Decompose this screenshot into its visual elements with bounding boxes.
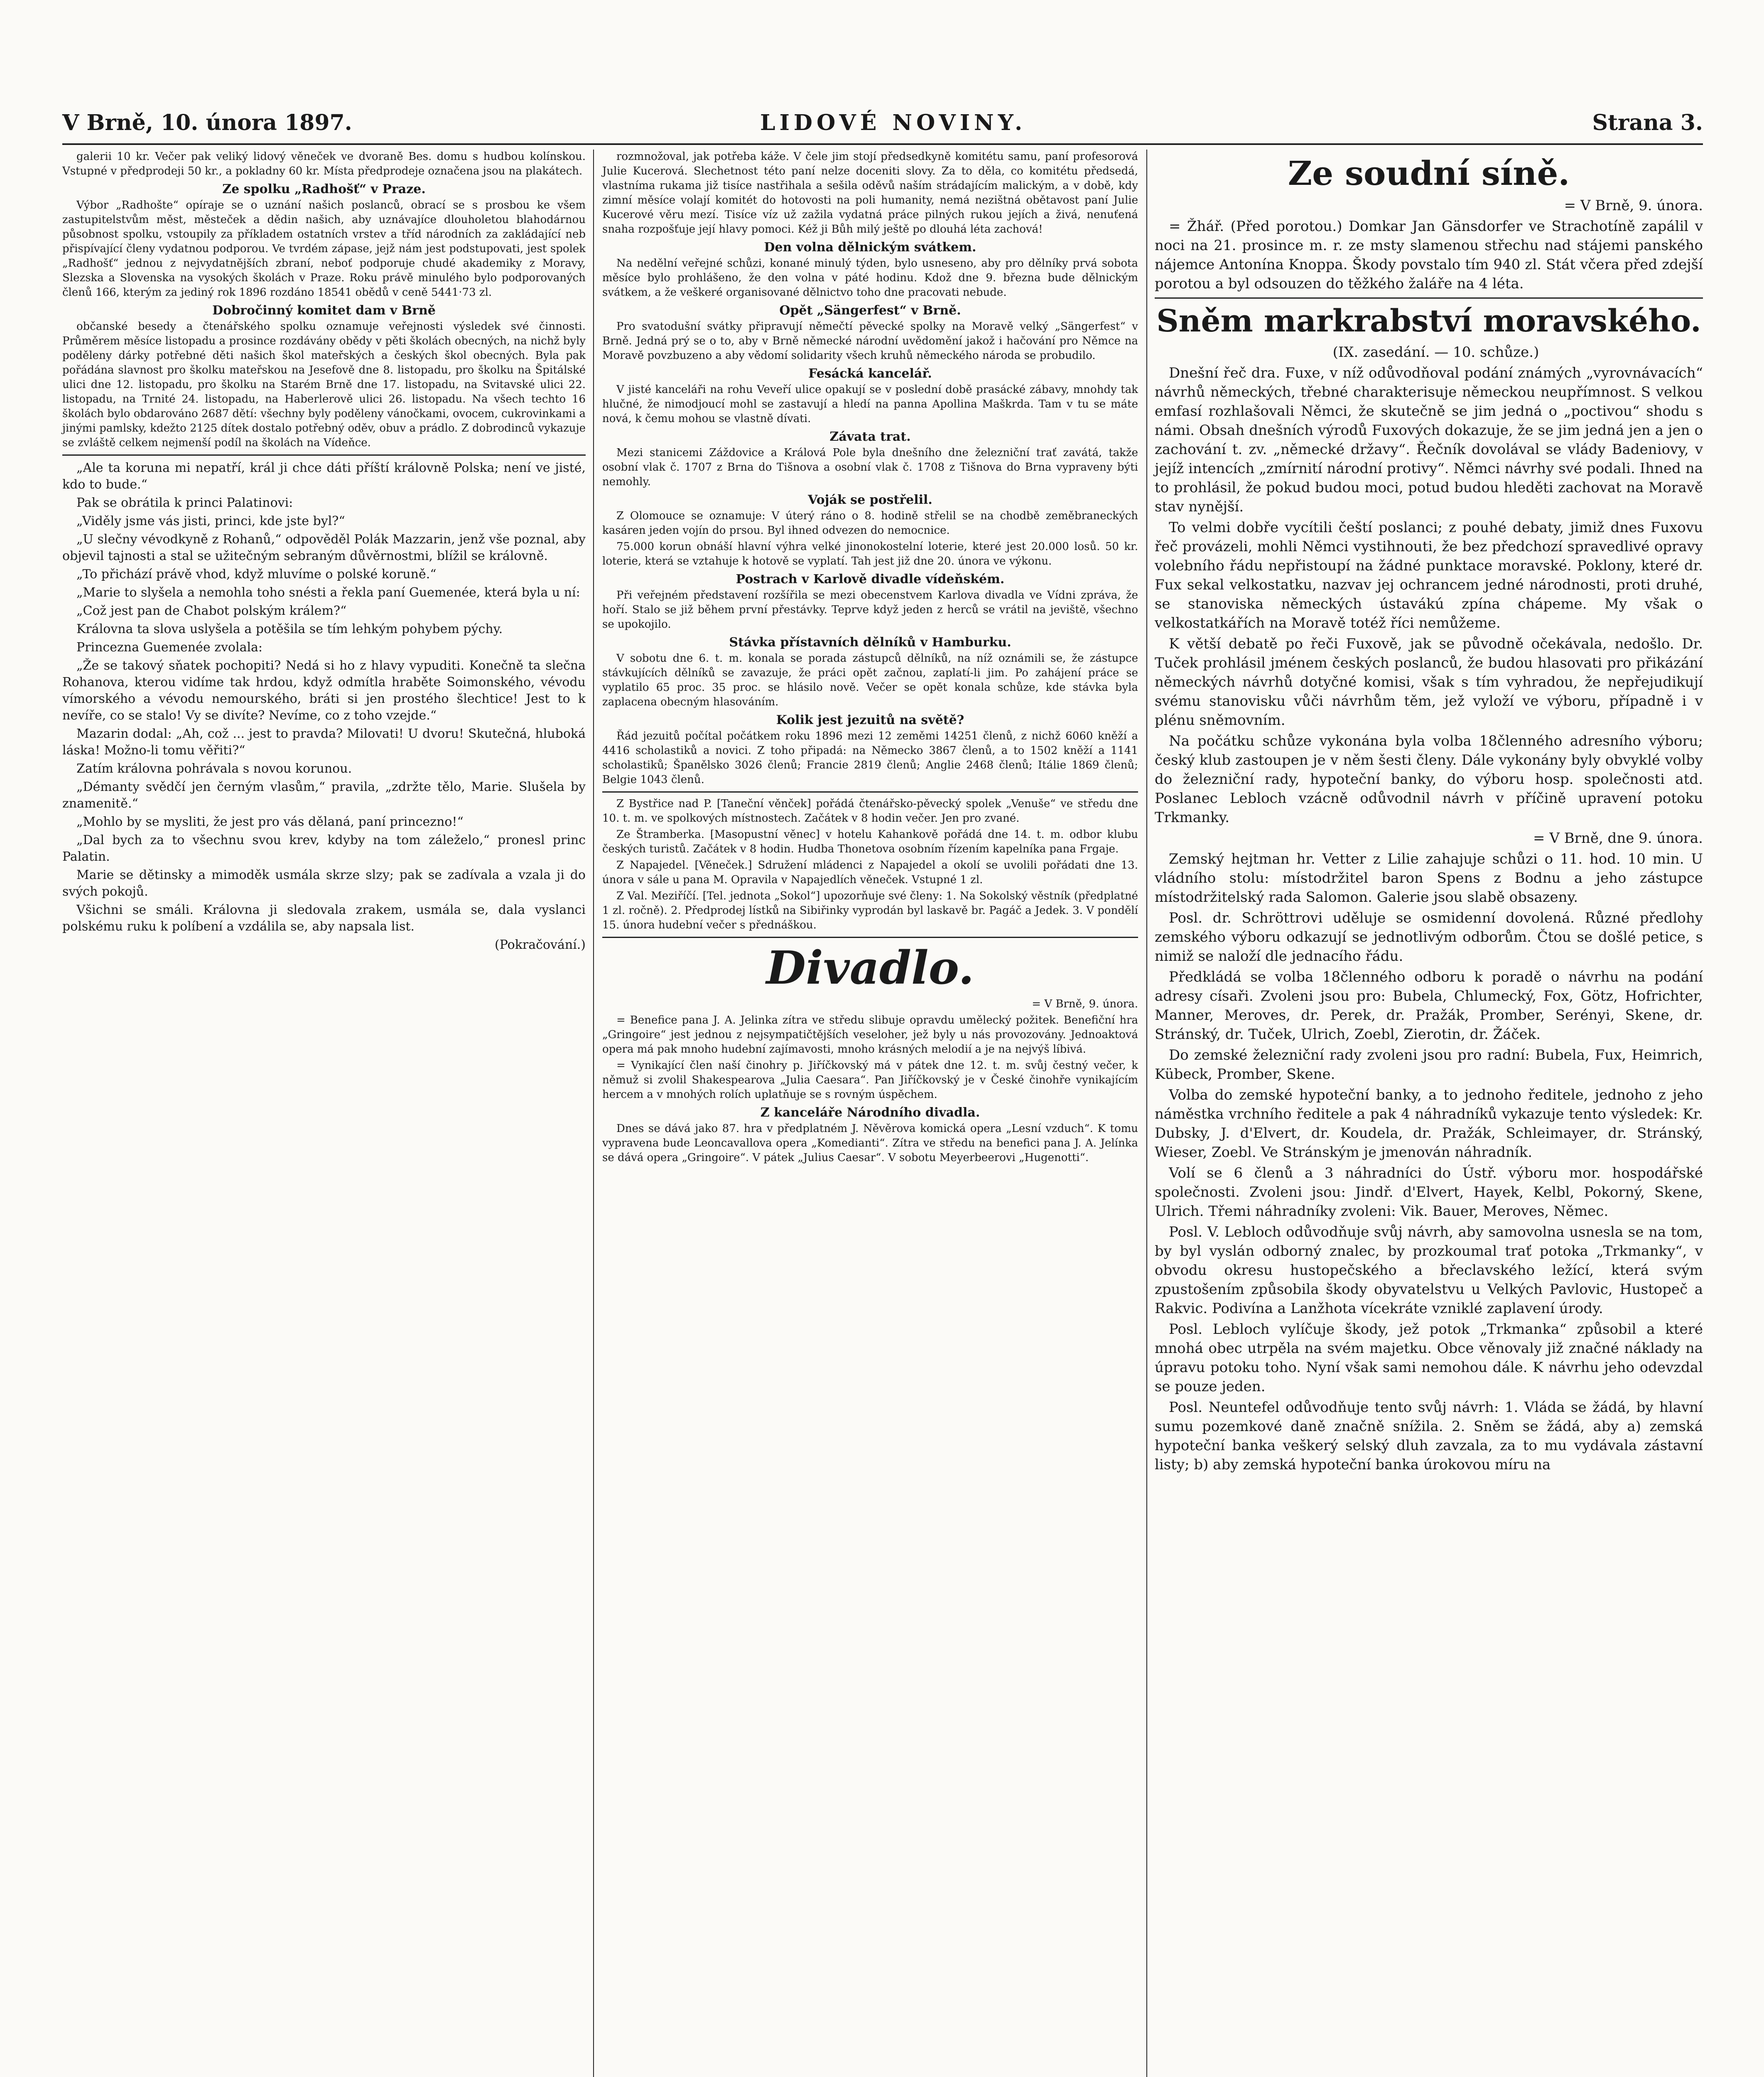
article-title: Dobročinný komitet dam v Brně bbox=[212, 303, 436, 318]
article-body: rozmnožoval, jak potřeba káže. V čele jim stojí předsedkyně komitétu samu, paní profesorová Julie Kucerová. Slechetnost této paní nelze doceniti slovy. Za to děla, co komitétu předsedá, vlastníma rukama již tisíce nastřihala a sešila oděvů naším strádajícím malickým, a v době, kdy zimní měsíce volají komitét do hotovosti na poli humanity, nemá nezištná obětavost paní Julie Kucerové věru mezí. Tisíce víz už zažila vydatná práce pilných rukou jejích a živá, nenuťená snaha rozpošťuje její hlavy pomoci. Kéž ji Bůh milý ještě po dlouhá léta zachová! bbox=[602, 150, 1138, 236]
article-body: Z Napajedel. [Věneček.] Sdružení mládenci z Napajedel a okolí se uvolili pořádati dne 13. února v sále u pana M. Opravila v Napajedlích věneček. Vstupné 1 zl. bbox=[602, 859, 1138, 886]
article-body: Na nedělní veřejné schůzi, konané minulý týden, bylo usneseno, aby pro dělníky prvá sobota měsíce bylo prohlášeno, že den volna v páté hodinu. Kdož dne 9. března bude dělnickým svátkem, a že veškeré organisované dělnictvo toho dne pracovati nebude. bbox=[602, 257, 1138, 299]
article-body: Pro svatodušní svátky připravují němečtí pěvecké spolky na Moravě velký „Sängerfest“ v Brně. Jedná prý se o to, aby v Brně německé národní uvědomění jakož i hačování pro Němce na Moravě povzbuzeno a aby vědomí solidarity všech kruhů německého národa se probudilo. bbox=[602, 320, 1138, 362]
feuilleton bbox=[62, 460, 586, 953]
feuilleton-continued: (Pokračování.) bbox=[495, 938, 586, 952]
article-body: Zemský hejtman hr. Vetter z Lilie zahajuje schůzi o 11. hod. 10 min. U vládního stolu: místodržitel baron Spens z Bodnu a jeho zástupce místodržitelský rada Salomon. Galerie jsou slabě obsazeny. bbox=[1155, 851, 1703, 906]
article-body: Předkládá se volba 18členného odboru k poradě o návrhu na podání adresy císaři. Zvoleni jsou pro: Bubela, Chlumecký, Fox, Götz, Hofrichter, Manner, Meroves, dr. Perek, dr. Pražák, Promber, Serényi, Skene, dr. Stránský, dr. Tuček, Ulrich, Zoebl, Zierotin, dr. Žáček. bbox=[1155, 969, 1703, 1043]
article-body: = Benefice pana J. A. Jelinka zítra ve středu slibuje opravdu umělecký požitek. Benefiční hra „Gringoire“ jest jednou z nejsympatičtějších veseloher, jež byly u nás provozovány. Jednoaktová opera má pak mnoho hudební zajímavosti, mnoho krásných melodií a je na nejvýš líbivá. bbox=[602, 1014, 1138, 1056]
article-body: V sobotu dne 6. t. m. konala se porada zástupců dělníků, na níž oznámili se, že zástupce stávkujících dělníků se zavazuje, že práci opět začnou, zaplatí-li jim. Po zahájení práce se vyplatilo 65 proc. 35 proc. se hlásilo nově. Večer se opět konala schůze, kde stávka byla zaplacena obecným hlasováním. bbox=[602, 652, 1138, 708]
article-title: Den volna dělnickým svátkem. bbox=[764, 240, 976, 255]
feuilleton-line: Královna ta slova uslyšela a potěšila se tím lehkým pohybem pýchy. bbox=[76, 622, 503, 636]
feuilleton-line: „U slečny vévodkyně z Rohanů,“ odpověděl Polák Mazzarin, jenž vše poznal, aby objevil tajnosti a stal se užitečným sebraným důvěrnostmi, blížil se královně. bbox=[62, 532, 586, 563]
article-title: Stávka přístavních dělníků v Hamburku. bbox=[729, 635, 1011, 650]
section-title-soudni: Ze soudní síně. bbox=[1288, 154, 1570, 193]
page-number: Strana 3. bbox=[1592, 110, 1703, 135]
article-body: Řád jezuitů počítal počátkem roku 1896 mezi 12 zeměmi 14251 členů, z nichž 6060 kněží a 4416 scholastiků a novici. Z toho připadá: na Německo 3867 členů, a to 1502 kněží a 1141 scholastiků; Španělsko 3026 členů; Francie 2819 členů; Anglie 2468 členů; Itálie 1869 členů; Belgie 1043 členů. bbox=[602, 730, 1138, 786]
header-date: V Brně, 10. února 1897. bbox=[62, 110, 352, 135]
section-divider bbox=[1155, 297, 1703, 299]
article-body: Mezi stanicemi Záždovice a Králová Pole byla dnešního dne železniční trať zavátá, takže osobní vlak č. 1707 z Brna do Tišnova a osobní vlak č. 1708 z Tišnova do Brna vypraveny býti nemohly. bbox=[602, 447, 1138, 488]
article-body: Posl. Lebloch vylíčuje škody, jež potok „Trkmanka“ způsobil a které mnohá obec utrpěla na svém majetku. Obce věnovaly již značné náklady na úpravu potoku toho. Nyní však sami nemohou dále. K návrhu jeho odevzdal se pouze jeden. bbox=[1155, 1321, 1703, 1395]
article-title: Ze spolku „Radhošť“ v Praze. bbox=[222, 182, 426, 196]
article-body: občanské besedy a čtenářského spolku oznamuje veřejnosti výsledek své činnosti. Průměrem měsíce listopadu a prosince rozdávány obědy v pěti školách obecných, na nichž byly poděleny dárky potřebné děti našich škol mateřských a českých škol obecných. Byla pak pořádána slavnost pro školku mateřskou na Jesefově dne 8. listopadu, pro školku na Špitálské ulici dne 12. listopadu, pro školku na Starém Brně dne 17. listopadu, na Svitavské ulici 22. listopadu, na Trnité 24. listopadu, na Haberlerově ulici 26. listopadu. Na všech techto 16 školách bylo obdarováno 2687 dětí: všechny byly poděleny vánočkami, ovocem, cukrovinkami a jinými pamlsky, kdežto 2125 dítek dostalo potřebný oděv, obuv a prádlo. Z dobrodinců vykazuje se zvláště celkem nejmenší podíl na školách na Vídeňce. bbox=[62, 320, 586, 449]
feuilleton-line: „Marie to slyšela a nemohla toho snésti a řekla paní Guemenée, která byla u ní: bbox=[76, 585, 580, 600]
article-body: Ze Štramberka. [Masopustní věnec] v hotelu Kahankově pořádá dne 14. t. m. odbor klubu českých turistů. Začátek v 8 hodin. Hudba Thonetova osobním řízením kapelníka pana Frgaje. bbox=[602, 828, 1138, 855]
article-body: Do zemské železniční rady zvoleni jsou pro radní: Bubela, Fux, Heimrich, Kübeck, Promber, Skene. bbox=[1155, 1047, 1703, 1083]
feuilleton-line: „Což jest pan de Chabot polským králem?“ bbox=[76, 604, 347, 618]
article-body: K větší debatě po řeči Fuxově, jak se původně očekávala, nedošlo. Dr. Tuček prohlásil jménem českých poslanců, že budou hlasovati pro přikázání německých návrhů dotyčné komisi, však s tím vyhradou, že nepřejudikují svému stanovisku vůči návrhům těm, jež vyloží ve výboru, případně i v plénu sněmovním. bbox=[1155, 636, 1703, 729]
feuilleton-line: Marie se dětinsky a mimoděk usmála skrze slzy; pak se zadívala a vzala ji do svých pokojů. bbox=[62, 868, 586, 899]
column-3 bbox=[1155, 150, 1703, 1476]
article-body: Posl. Neuntefel odůvodňuje tento svůj návrh: 1. Vláda se žádá, by hlavní sumu pozemkové daně značně snížila. 2. Sněm se žádá, aby a) zemská hypoteční banka veškerý selský dluh zavzala, za to mu vydávala zástavní listy; b) aby zemská hypoteční banka úrokovou míru na bbox=[1155, 1399, 1703, 1473]
feuilleton-line: Zatím královna pohrávala s novou korunou. bbox=[76, 761, 352, 776]
dateline: = V Brně, 9. února. bbox=[1032, 998, 1138, 1010]
dateline: = V Brně, dne 9. února. bbox=[1533, 830, 1703, 847]
feuilleton-line: „Že se takový sňatek pochopiti? Nedá si ho z hlavy vypuditi. Konečně ta slečna Rohanova, kterou vidíme tak hrdou, když odmítla hraběte Soimonského, vévodu vímorského a vévodu nemourského, bráti si jen prostého šlechtice! Jest to k nevíře, co se stalo! Vy se divíte? Nevíme, co z toho vzejde.“ bbox=[62, 658, 586, 723]
feuilleton-line: Všichni se smáli. Královna ji sledovala zrakem, usmála se, dala vyslanci polskému ruku k políbení a vzdálila se, aby napsala list. bbox=[62, 903, 586, 934]
dateline: = V Brně, 9. února. bbox=[1564, 197, 1703, 214]
page-header bbox=[62, 106, 1703, 143]
section-divider bbox=[602, 937, 1138, 938]
article-body: Posl. V. Lebloch odůvodňuje svůj návrh, aby samovolna usnesla se na tom, by byl vyslán odborný znalec, by prozkoumal trať potoka „Trkmanky“, v obvodu okresu hustopečského a břeclavského ležící, která svým zpustošením způsobila škody obyvatelstvu u Velkých Pavlovic, Hustopeč a Rakvic. Podivína a Lanžhota vícekráte vzniklé zaplavení úrody. bbox=[1155, 1224, 1703, 1317]
feuilleton-line: „Mohlo by se mysliti, že jest pro vás dělaná, paní princezno!“ bbox=[76, 815, 464, 829]
article-body: Dnes se dává jako 87. hra v předplatném J. Něvěrova komická opera „Lesní vzduch“. K tomu vypravena bude Leoncavallova opera „Komedianti“. Zítra ve středu na benefici pana J. A. Jelínka se dává opera „Gringoire“. V pátek „Julius Caesar“. V sobotu Meyerbeerovi „Hugenotti“. bbox=[602, 1122, 1138, 1164]
article-body: 75.000 korun obnáší hlavní výhra velké jinonokostelní loterie, které jest 20.000 losů. 50 kr. loterie, která se vztahuje k hotově se vyplatí. Tah jest již dne 20. února ve výkonu. bbox=[602, 540, 1138, 567]
column-divider-2 bbox=[1146, 150, 1147, 2077]
article-body: V jisté kanceláři na rohu Veveří ulice opakují se v poslední době prasácké zábavy, mnohdy tak hlučné, že nimodjoucí mohl se zastavují a hledí na panna Apollina Maškrda. Tam v tu se máte nová, k čemu mohou se vlastně dívati. bbox=[602, 383, 1138, 425]
article-title: Voják se postřelil. bbox=[808, 493, 932, 507]
section-title-snem: Sněm markrabství moravského. bbox=[1156, 303, 1701, 339]
article-title: Z kanceláře Národního divadla. bbox=[760, 1105, 980, 1120]
masthead-title: LIDOVÉ NOVINY. bbox=[760, 110, 1027, 135]
article-title: Kolik jest jezuitů na světě? bbox=[776, 713, 964, 727]
article-body: Z Bystřice nad P. [Taneční věnček] pořádá čtenářsko-pěvecký spolek „Venuše“ ve středu dne 10. t. m. ve spolkových místnostech. Začátek v 8 hodin večer. Jen pro zvané. bbox=[602, 798, 1138, 825]
column-divider-1 bbox=[593, 150, 594, 2077]
article-body: Z Olomouce se oznamuje: V úterý ráno o 8. hodině střelil se na chodbě zeměbraneckých kasáren jeden vojín do prsou. Byl ihned odvezen do nemocnice. bbox=[602, 510, 1138, 537]
feuilleton-line: „To přichází právě vhod, když mluvíme o polské koruně.“ bbox=[76, 567, 437, 582]
feuilleton-line: „Dal bych za to všechnu svou krev, kdyby na tom záleželo,“ pronesl princ Palatin. bbox=[62, 833, 586, 864]
feuilleton-line: „Démanty svědčí jen černým vlasům,“ pravila, „zdržte tělo, Marie. Slušela by znamenitě.“ bbox=[62, 780, 586, 811]
article-intro: galerii 10 kr. Večer pak veliký lidový věneček ve dvoraně Bes. domu s hudbou kolínskou. Vstupné v předprodeji 50 kr., a pokladny 60 kr. Místa předprodeje označena jsou na plakátech. bbox=[62, 150, 586, 177]
section-divider bbox=[602, 791, 1138, 793]
article-body: Volba do zemské hypoteční banky, a to jednoho ředitele, jednoho z jeho náměstka vrchního ředitele a pak 4 náhradníků vykazuje tento výsledek: Kr. Dubsky, J. d'Elvert, dr. Koudela, dr. Pražák, Schleimayer, dr. Stránský, Wieser, Zoebl. Ve Stránským je jmenován náhradník. bbox=[1155, 1087, 1703, 1161]
article-body: Výbor „Radhošte“ opíraje se o uznání našich poslanců, obrací se s prosbou ke všem zastupitelstvům měst, městeček a dědin našich, aby uznávajíce dlouholetou blahodárnou působnost spolku, vstoupily za příkladem ostatních vrstev a tříd národních za zakládající neb přispívající členy vydatnou podporou. Ve tvrdém zápase, jejž nám jest podstupovati, jest spolek „Radhošť“ jednou z nejvydatnějších zbraní, neboť podporuje chudé akademiky z Moravy, Slezska a Slovenska na vysokých školách v Praze. Roku právě minulého bylo podporovaných členů 166, kterým za jediný rok 1896 rozdáno 18541 obědů v ceně 5441·73 zl. bbox=[62, 199, 586, 299]
article-body: Volí se 6 členů a 3 náhradníci do Ústř. výboru mor. hospodářské společnosti. Zvoleni jsou: Jindř. d'Elvert, Hayek, Kelbl, Pokorný, Skene, Ulrich. Třemi náhradníky zvoleni: Vik. Bauer, Meroves, Němec. bbox=[1155, 1165, 1703, 1220]
session-subtitle: (IX. zasedání. — 10. schůze.) bbox=[1332, 344, 1539, 361]
section-title-divadlo: Divadlo. bbox=[766, 941, 974, 994]
section-divider bbox=[62, 454, 586, 456]
article-body: Na počátku schůze vykonána byla volba 18členného adresního výboru; český klub zastoupen je v něm šesti členy. Dále vykonány byly obvyklé volby do železniční rady, hypoteční banky, do výboru hosp. společnosti atd. Poslanec Lebloch vzácně odůvodnil návrh v příčině upravení potoku Trkmanky. bbox=[1155, 733, 1703, 826]
header-rule bbox=[62, 143, 1703, 145]
article-body: = Vynikající člen naší činohry p. Jiříčkovský má v pátek dne 12. t. m. svůj čestný večer, k němuž si zvolil Shakespearova „Julia Caesara“. Pan Jiříčkovský je v České činohře vynikajícím hercem a v mnohých rolích uplatňuje se s rovným úspěchem. bbox=[602, 1059, 1138, 1101]
article-body: To velmi dobře vycítili čeští poslanci; z pouhé debaty, jimiž dnes Fuxovu řeč provázeli, mohli Němci vystihnouti, že bez předchozí spravedlivé opravy volebního řádu nepřistoupí na žádné punktace moravské. Poklony, které dr. Fux sekal velkostatku, nazvav jej ochrancem jedné národnosti, proti druhé, se stanoviska německých ústavákú zpína chápeme. My však o velkostatkářích na Moravě totéž říci nemůžeme. bbox=[1155, 519, 1703, 631]
article-body: Při veřejném představení rozšířila se mezi obecenstvem Karlova divadla ve Vídni zpráva, že hoří. Stalo se již během první přestávky. Teprve když jeden z herců se vrátil na jeviště, všechno se upokojilo. bbox=[602, 589, 1138, 631]
feuilleton-line: Pak se obrátila k princi Palatinovi: bbox=[76, 496, 293, 510]
article-body: = Žhář. (Před porotou.) Domkar Jan Gänsdorfer ve Strachotíně zapálil v noci na 21. prosince m. r. ze msty slamenou střechu nad stájemi panského nájemce Antonína Knoppa. Škody povstalo tím 940 zl. Stát včera před zdejší porotou a byl odsouzen do těžkého žaláře na 4 léta. bbox=[1155, 218, 1703, 292]
article-body: Z Val. Meziříčí. [Tel. jednota „Sokol“] upozorňuje své členy: 1. Na Sokolský věstník (předplatné 1 zl. ročně). 2. Předprodej lístků na Sibiřinky vyprodán byl laskavě br. Pagáč a Jedek. 3. V pondělí 15. února hudební večer s přednáškou. bbox=[602, 890, 1138, 931]
column-2 bbox=[602, 150, 1138, 1167]
feuilleton-line: Princezna Guemenée zvolala: bbox=[76, 640, 263, 655]
feuilleton-line: „Ale ta koruna mi nepatří, král ji chce dáti příští královně Polska; není ve jisté, kdo to bude.“ bbox=[62, 461, 586, 492]
article-title: Opět „Sängerfest“ v Brně. bbox=[779, 303, 961, 318]
article-body: Dnešní řeč dra. Fuxe, v níž odůvodňoval podání známých „vyrovnávacích“ návrhů německých, třebné charakterisuje německou neupřímnost. S velkou emfasí rozhlašovali Němci, že skutečně se jim jedná o „poctivou“ shodu s námi. Obsah dnešních výrodů Fuxových dokazuje, že se jim jedná jen a jen o zachování t. zv. „německé državy“. Řečník dovolával se vlády Badeniovy, v jejíž intencích „zmírnití národní protivy“. Němci návrhy své podali. Ihned na to prohlásil, že pokud budou moci, potud budou hleděti zachovat na Moravě stav nynější. bbox=[1155, 365, 1703, 515]
article-title: Závata trat. bbox=[829, 430, 911, 444]
feuilleton-line: Mazarin dodal: „Ah, což ... jest to pravda? Milovati! U dvoru! Skutečná, hluboká láska! Možno-li tomu věřiti?“ bbox=[62, 727, 586, 758]
feuilleton-line: „Viděly jsme vás jisti, princi, kde jste byl?“ bbox=[76, 514, 345, 528]
column-1 bbox=[62, 150, 586, 955]
article-title: Fesácká kancelář. bbox=[808, 366, 932, 381]
article-title: Postrach v Karlově divadle vídeňském. bbox=[736, 572, 1005, 587]
article-body: Posl. dr. Schröttrovi uděluje se osmidenní dovolená. Různé předlohy zemského výboru odkazují se jednotlivým odborům. Čtou se došlé petice, s nimiž se naloží dle jednacího řádu. bbox=[1155, 910, 1703, 965]
